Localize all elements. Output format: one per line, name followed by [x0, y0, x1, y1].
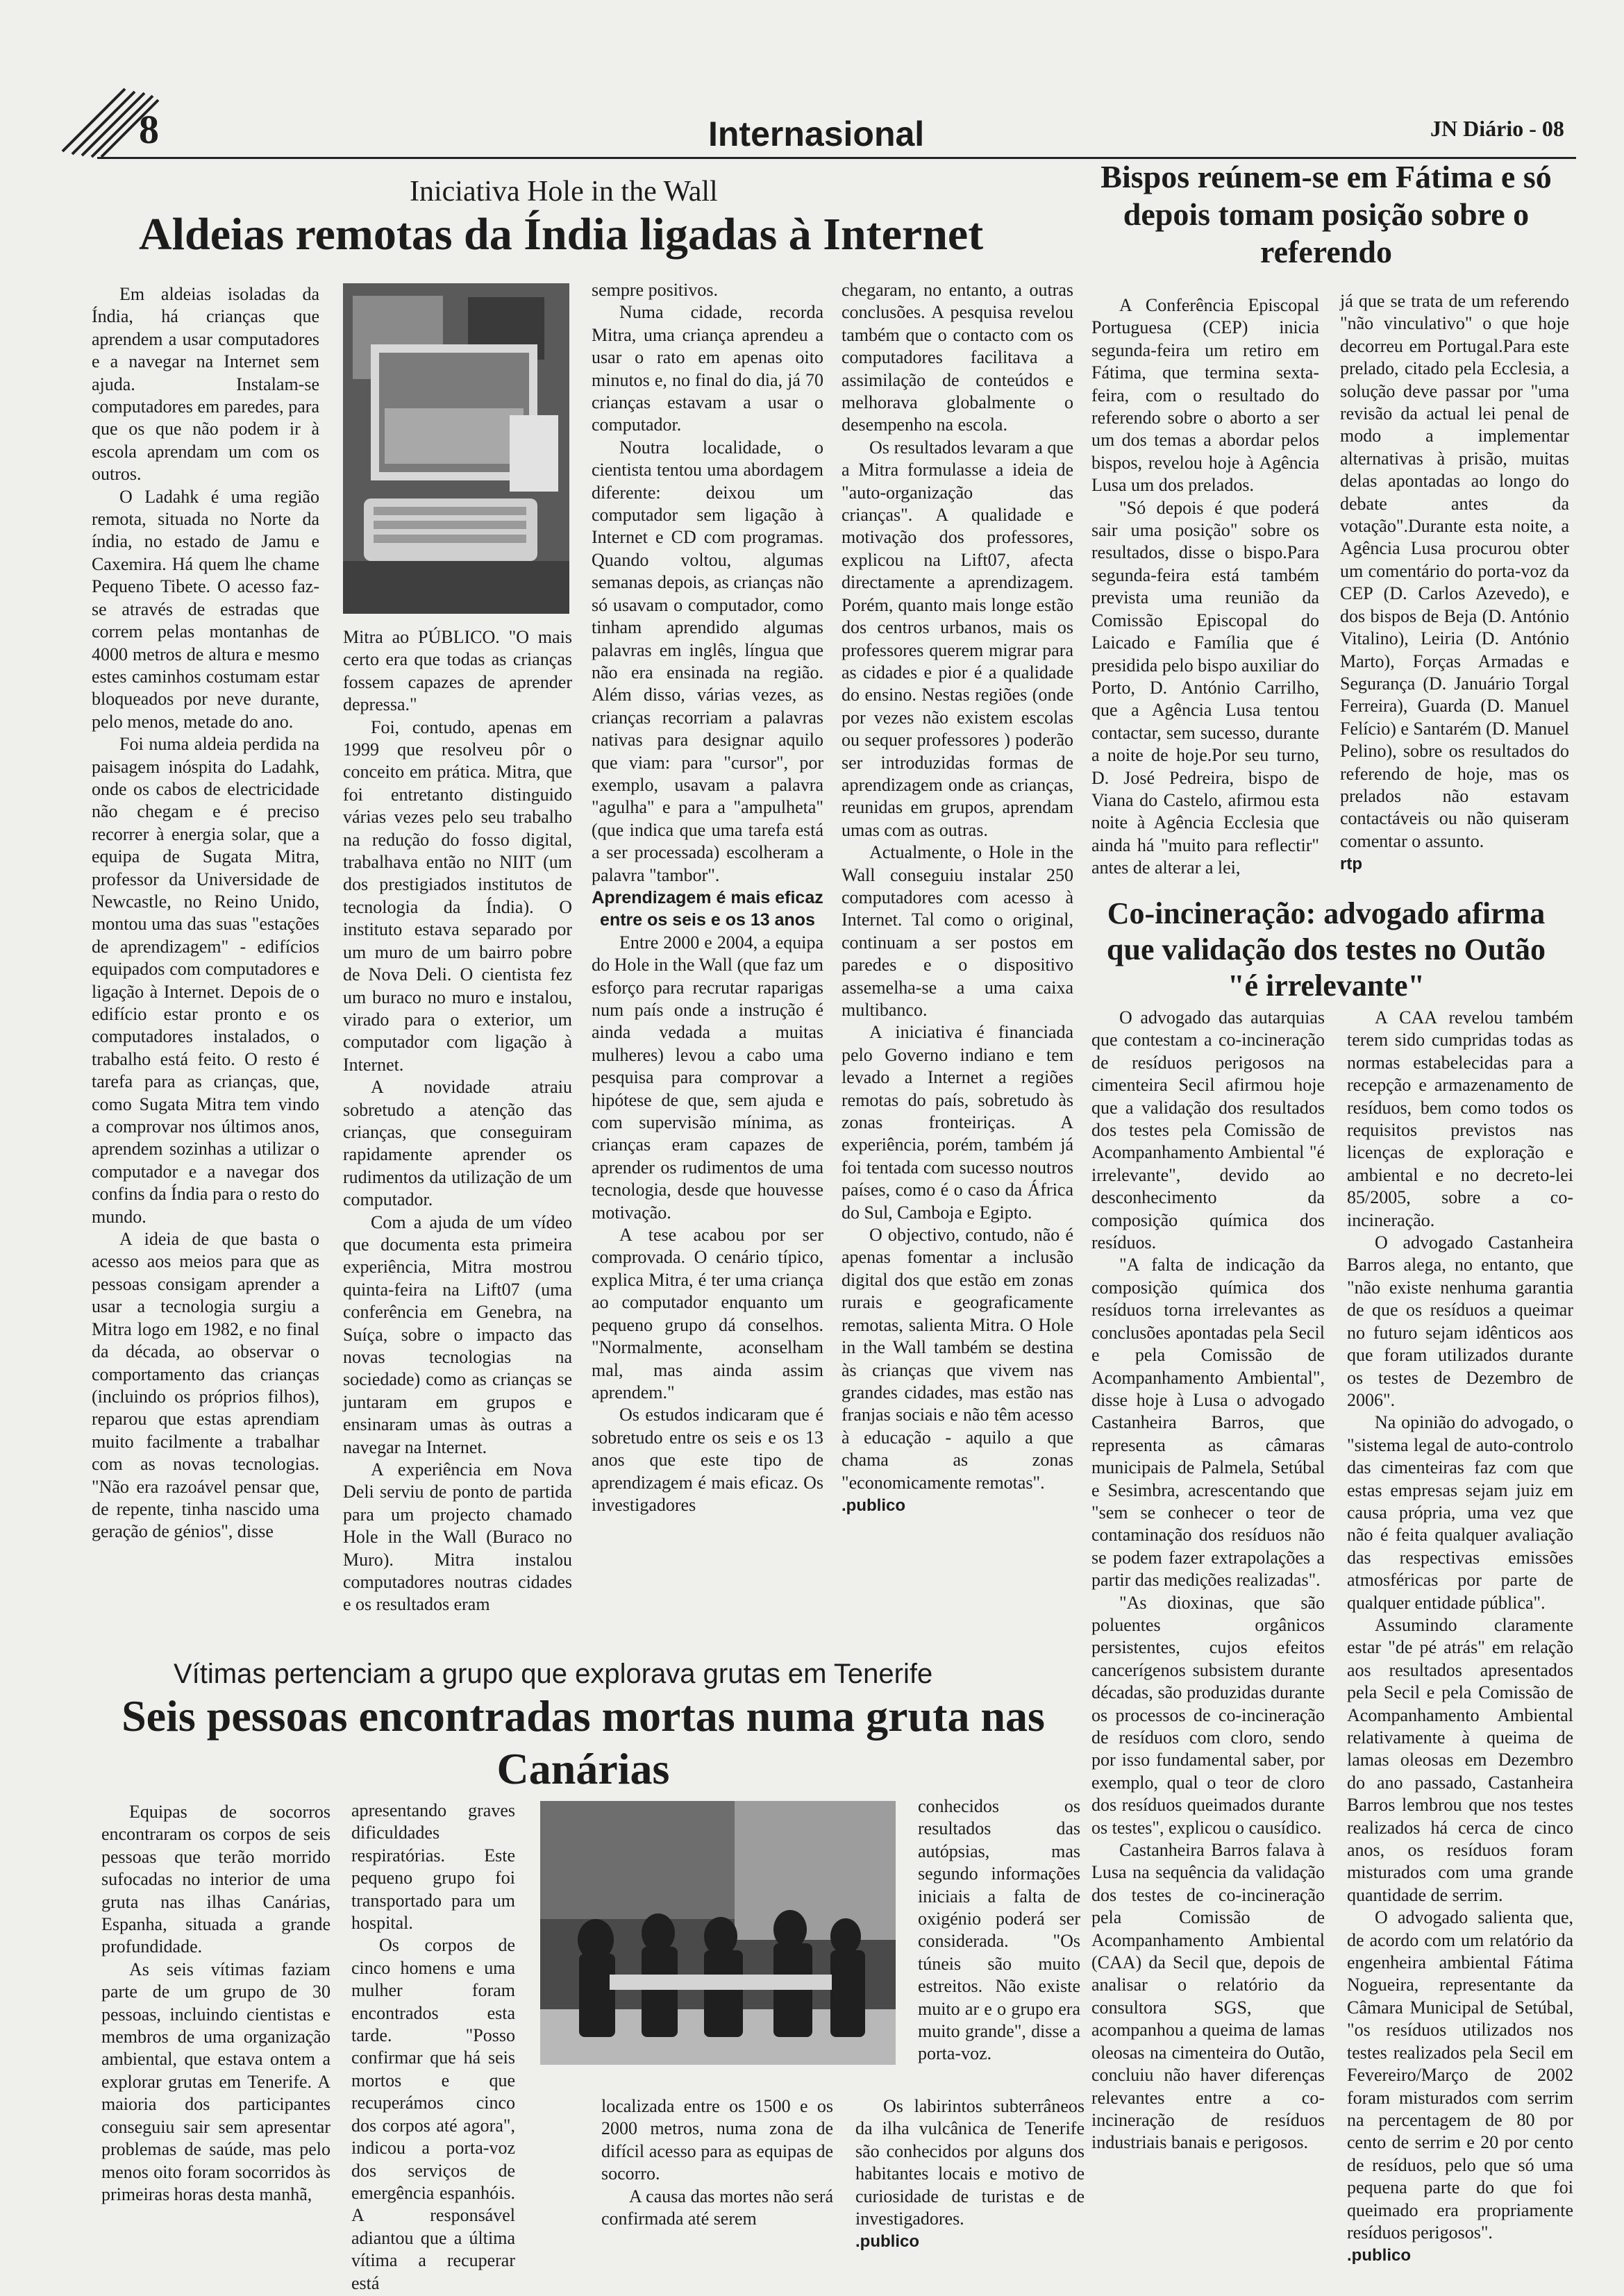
paragraph: A Conferência Episcopal Portuguesa (CEP) inicia segunda-feira um retiro em Fátima, que termina sexta-feira, com o resultado do referendo sobre o aborto a ser um dos temas a abordar pelos bispos, revelou hoje à Agência Lusa um dos prelados. [1091, 295, 1319, 496]
paragraph: Na opinião do advogado, o "sistema legal de auto-controlo das cimenteiras faz com que estas empresas sejam juiz em causa própria, uma vez que não é feita qualquer avaliação das respectivas emissões atmosféricas por parte de qualquer entidade pública". [1347, 1412, 1573, 1613]
paragraph: "As dioxinas, que são poluentes orgânicos persistentes, cujos efeitos cancerígenos subsistem durante décadas, são produzidas durante os processos de co-incineração de resíduos com cloro, sendo por isso fundamental saber, por exemplo, qual o teor de cloro dos resíduos queimados durante os testes", explicou o causídico. [1091, 1592, 1325, 1838]
paragraph: Os resultados levaram a que a Mitra formulasse a ideia de "auto-organização das crianças". A qualidade e motivação dos professores, explicou na Lift07, afecta directamente a aprendizagem. Porém, quanto mais longe estão dos centros urbanos, mais os professores querem migrar para as cidades e pior é a qualidade do ensino. Nestas regiões (onde por vezes não existem escolas ou sequer professores ) poderão ser introduzidas formas de aprendizagem onde as crianças, reunidas em grupos, aprendam umas com as outras. [842, 437, 1073, 840]
paragraph: Em aldeias isoladas da Índia, há crianças que aprendem a usar computadores e a navegar na Internet sem ajuda. Instalam-se computadores em paredes, para que os que não podem ir à escola aprendam um com os outros. [92, 284, 319, 485]
art1-column-1 [92, 283, 319, 1650]
art4-column-4 [918, 1795, 1080, 2094]
art1-column-3 [592, 279, 823, 1650]
paragraph: A causa das mortes não será confirmada até serem [601, 2186, 833, 2229]
art4-title: Seis pessoas encontradas mortas numa gruta nas Canárias [122, 1691, 1045, 1793]
section-title: Internasional [708, 115, 925, 153]
paragraph: já que se trata de um referendo "não vinculativo" o que hoje decorreu em Portugal.Para este prelado, citado pela Ecclesia, a solução deve passar por "uma revisão da actual lei penal de modo a implementar alternativas à prisão, muitas delas apontadas ao longo do debate antes da votação".Durante esta noite, a Agência Lusa procurou obter um comentário do porta-voz da CEP (D. Carlos Azevedo), e dos bispos de Beja (D. António Vitalino), Leiria (D. António Marto), Forças Armadas e Segurança (D. Januário Torgal Ferreira), Guarda (D. Manuel Felício) e Santarém (D. Manuel Pelino), sobre os resultados do referendo de hoje, mas os prelados não estavam contactáveis ou não quiseram comentar o assunto. [1340, 291, 1569, 851]
art1-column-2 [343, 626, 572, 1650]
paragraph: Mitra ao PÚBLICO. "O mais certo era que todas as crianças fossem capazes de aprender depressa." [343, 627, 572, 715]
paragraph: sempre positivos. [592, 280, 718, 300]
paragraph: Foi numa aldeia perdida na paisagem inóspita do Ladahk, onde os cabos de electricidade não chegam e é preciso recorrer à energia solar, que a equipa de Sugata Mitra, professor da Universidade de Newcastle, no Reino Unido, montou uma das suas "estações de aprendizagem" - edifícios equipados com computadores e ligação à Internet. Depois de o edifício estar pronto e os computadores instalados, o trabalho está feito. O resto é tarefa para as crianças, que, como Sugata Mitra tem vindo a comprovar nos últimos anos, aprendem sozinhas a utilizar o computador e a navegar dos confins da Índia para o resto do mundo. [92, 734, 319, 1227]
art3-column-1 [1091, 1007, 1325, 2243]
paragraph: Noutra localidade, o cientista tentou uma abordagem diferente: deixou um computador sem ligação à Internet e CD com programas. Quando voltou, algumas semanas depois, as crianças não só usavam o computador, como tinham aprendido algumas palavras em inglês, língua que não era ensinada na região. Além disso, várias vezes, as crianças recorriam a palavras nativas para designar aquilo que viam: para "cursor", por exemplo, usavam a palavra "agulha" e para a "ampulheta" (que indica que uma tarefa está a ser processada) escolheram a palavra "tambor". [592, 437, 823, 885]
paragraph: "A falta de indicação da composição química dos resíduos torna irrelevantes as conclusões apontadas pela Secil e pela Comissão de Acompanhamento Ambiental", disse hoje à Lusa o advogado Castanheira Barros, que representa as câmaras municipais de Palmela, Setúbal e Sesimbra, acrescentando que "sem se conhecer o teor de contaminação dos resíduos não se podem fazer extrapolações a partir das medições realizadas". [1091, 1255, 1325, 1591]
paragraph: A tese acabou por ser comprovada. O cenário típico, explica Mitra, é ter uma criança ao computador enquanto um pequeno grupo dá conselhos. "Normalmente, aconselham mal, mas ainda assim aprendem." [592, 1225, 823, 1402]
paragraph: apresentando graves dificuldades respiratórias. Este pequeno grupo foi transportado para um hospital. [351, 1800, 515, 1934]
signature: .publico [855, 2232, 919, 2252]
paragraph: Castanheira Barros falava à Lusa na sequência da validação dos testes de co-incineração pela Comissão de Acompanhamento Ambiental (CAA) da Secil que, depois de analisar o relatório da consultora SGS, que acompanhou a queima de lamas oleosas na cimenteira do Outão, concluiu não haver diferenças relevantes entre a co-incineração de resíduos industriais banais e perigosos. [1091, 1840, 1325, 2153]
paragraph: A experiência em Nova Deli serviu de ponto de partida para um projecto chamado Hole in the Wall (Buraco no Muro). Mitra instalou computadores noutras cidades e os resultados eram [343, 1459, 572, 1615]
paragraph: A novidade atraiu sobretudo a atenção das crianças, que conseguiram rapidamente aprender os rudimentos da utilização de um computador. [343, 1077, 572, 1210]
page-number: 8 [139, 107, 159, 152]
paragraph: O advogado salienta que, de acordo com um relatório da engenheira ambiental Fátima Nogueira, representante da Câmara Municipal de Setúbal, "os resíduos utilizados nos testes realizados pela Secil em Fevereiro/Março de 2002 foram misturados com serrim na percentagem de 80 por cento de serrim e 20 por cento de resíduos, pelo que só uma pequena parte do que foi queimado era propriamente resíduos perigosos". [1347, 1907, 1573, 2243]
paragraph: Foi, contudo, apenas em 1999 que resolveu pôr o conceito em prática. Mitra, que foi entretanto distinguido várias vezes pelo seu trabalho na redução do fosso digital, trabalhava então no NIIT (um dos prestigiados institutos de tecnologia da Índia). O instituto estava separado por um muro de um bairro pobre de Nova Deli. O cientista fez um buraco no muro e instalou, virado para o exterior, um computador com ligação à Internet. [343, 717, 572, 1075]
paragraph: O objectivo, contudo, não é apenas fomentar a inclusão digital dos que estão em zonas rurais e geograficamente remotas, salienta Mitra. O Hole in the Wall também se destina às crianças que vivem nas grandes cidades, mas estão nas franjas sociais e não têm acesso à educação - aquilo a que chama as zonas "economicamente remotas". [842, 1225, 1073, 1493]
paragraph: Assumindo claramente estar "de pé atrás" em relação aos resultados apresentados pela Secil e pela Comissão de Acompanhamento Ambiental relativamente à queima de lamas oleosas em Dezembro do ano passado, Castanheira Barros lembrou que nos testes realizados há cerca de cinco anos, os resíduos foram misturados com uma grande quantidade de serrim. [1347, 1614, 1573, 1905]
art1-kicker: Iniciativa Hole in the Wall [410, 176, 718, 208]
paragraph: Actualmente, o Hole in the Wall conseguiu instalar 250 computadores com acesso à Internet. Tal como o original, continuam a ser postos em paredes e o dispositivo assemelha-se a uma caixa multibanco. [842, 842, 1073, 1020]
paragraph: A CAA revelou também terem sido cumpridas todas as normas estabelecidas para a recepção e armazenamento de resíduos, bem como todos os requisitos previstos nas licenças de exploração e ambiental e no decreto-lei 85/2005, sobre a co-incineração. [1347, 1007, 1573, 1230]
paragraph: "Só depois é que poderá sair uma posição" sobre os resultados, disse o bispo.Para segunda-feira está também prevista uma reunião da Comissão Episcopal do Laicado e Família que é presidida pelo bispo auxiliar do Porto, D. António Carrilho, que a Agência Lusa tentou contactar, sem sucesso, durante a noite de hoje.Por seu turno, D. José Pedreira, bispo de Viana do Castelo, afirmou esta noite à Agência Ecclesia que ainda há "muito para reflectir" antes de alterar a lei, [1091, 497, 1319, 878]
art4-column-1 [101, 1801, 330, 2245]
art2-title: Bispos reúnem-se em Fátima e só depois tomam posição sobre o referendo [1100, 159, 1552, 269]
art4-column-2 [351, 1800, 515, 2293]
paragraph: Os labirintos subterrâneos da ilha vulcânica de Tenerife são conhecidos por alguns dos habitantes locais e motivo de curiosidade de turistas e de investigadores. [855, 2096, 1085, 2229]
art2-column-2 [1340, 290, 1569, 891]
paragraph: conhecidos os resultados das autópsias, mas segundo informações iniciais a falta de oxigénio poderá ser considerada. "Os túneis são muito estreitos. Não existe muito ar e o grupo era muito grande", disse a porta-voz. [918, 1796, 1080, 2064]
paragraph: Com a ajuda de um vídeo que documenta esta primeira experiência, Mitra mostrou quinta-feira na Lift07 (uma conferência em Genebra, na Suíça, sobre o impacto das novas tecnologias na sociedade) como as crianças se juntaram em grupos e ensinaram umas às outras a navegar na Internet. [343, 1212, 572, 1457]
paragraph: localizada entre os 1500 e os 2000 metros, numa zona de difícil acesso para as equipas de socorro. [601, 2096, 833, 2184]
art4-column-5 [855, 2095, 1085, 2252]
signature: .publico [1347, 2246, 1411, 2265]
paragraph: A iniciativa é financiada pelo Governo indiano e tem levado a Internet a regiões remotas do país, sobretudo às zonas fronteiriças. A experiência, porém, também já foi tentada com sucesso noutros países, como é o caso da África do Sul, Camboja e Egipto. [842, 1022, 1073, 1223]
publication-name: JN Diário - 08 [1430, 116, 1564, 141]
computer-photo [343, 283, 569, 614]
subheading: Aprendizagem é mais eficaz entre os seis e os 13 anos [592, 887, 823, 930]
rescue-team-photo [540, 1801, 896, 2065]
paragraph: chegaram, no entanto, a outras conclusões. A pesquisa revelou também que o contacto com os computadores facilitava a assimilação de conteúdos e melhorava globalmente o desempenho na escola. [842, 280, 1073, 435]
art1-column-4 [842, 279, 1073, 1650]
paragraph: Equipas de socorros encontraram os corpos de seis pessoas que terão morrido sufocadas no interior de uma gruta nas ilhas Canárias, Espanha, situada a grande profundidade. [101, 1802, 330, 1957]
art4-kicker: Vítimas pertenciam a grupo que explorava grutas em Tenerife [174, 1659, 933, 1689]
paragraph: O advogado das autarquias que contestam a co-incineração de resíduos perigosos na cimenteira Secil afirmou hoje que a validação dos resultados dos testes pela Comissão de Acompanhamento Ambiental "é irrelevante", devido ao desconhecimento da composição química dos resíduos. [1091, 1007, 1325, 1253]
art3-title: Co-incineração: advogado afirma que validação dos testes no Outão "é irrelevante" [1107, 896, 1546, 1003]
signature: .publico [842, 1495, 905, 1515]
art4-column-3 [601, 2095, 833, 2245]
paragraph: Os estudos indicaram que é sobretudo entre os seis e os 13 anos que este tipo de aprendizagem é mais eficaz. Os investigadores [592, 1405, 823, 1515]
paragraph: Entre 2000 e 2004, a equipa do Hole in the Wall (que faz um esforço para recrutar raparigas num país onde a instrução é ainda vedada a muitas mulheres) levou a cabo uma pesquisa para comprovar a hipótese de que, sem ajuda e com supervisão mínima, as crianças eram capazes de aprender os rudimentos de uma tecnologia, desde que houvesse motivação. [592, 932, 823, 1223]
paragraph: O advogado Castanheira Barros alega, no entanto, que "não existe nenhuma garantia de que os resíduos a queimar no futuro sejam idênticos aos que foram utilizados durante os testes de Dezembro de 2006". [1347, 1232, 1573, 1410]
signature: rtp [1340, 855, 1362, 874]
paragraph: A ideia de que basta o acesso aos meios para que as pessoas consigam aprender a usar a tecnologia surgiu a Mitra logo em 1982, e no final da década, ao observar o comportamento das crianças (incluindo os próprios filhos), reparou que estas aprendiam muito facilmente a trabalhar com as novas tecnologias. "Não era razoável pensar que, de repente, tinha nascido uma geração de génios", disse [92, 1229, 319, 1542]
paragraph: Numa cidade, recorda Mitra, uma criança aprendeu a usar o rato em apenas oito minutos e, no final do dia, já 70 crianças estavam a usar o computador. [592, 302, 823, 435]
art1-title: Aldeias remotas da Índia ligadas à Internet [139, 209, 984, 260]
paragraph: O Ladahk é uma região remota, situada no Norte da índia, no estado de Jamu e Caxemira. Há quem lhe chame Pequeno Tibete. O acesso faz-se através de estradas que correm pelas montanhas de 4000 metros de altura e mesmo estes caminhos costumam estar bloqueados por neve durante, pelo menos, metade do ano. [92, 486, 319, 732]
paragraph: Os corpos de cinco homens e uma mulher foram encontrados esta tarde. "Posso confirmar que há seis mortos e que recuperámos cinco dos corpos até agora", indicou a porta-voz dos serviços de emergência espanhóis. A responsável adiantou que a última vítima a recuperar está [351, 1935, 515, 2293]
art2-column-1 [1091, 294, 1319, 891]
art3-column-2 [1347, 1007, 1573, 2265]
paragraph: As seis vítimas faziam parte de um grupo de 30 pessoas, incluindo cientistas e membros de uma organização ambiental, que estava ontem a explorar grutas em Tenerife. A maioria dos participantes conseguiu sair sem apresentar problemas de saúde, mas pelo menos oito foram socorridos às primeiras horas desta manhã, [101, 1959, 330, 2204]
